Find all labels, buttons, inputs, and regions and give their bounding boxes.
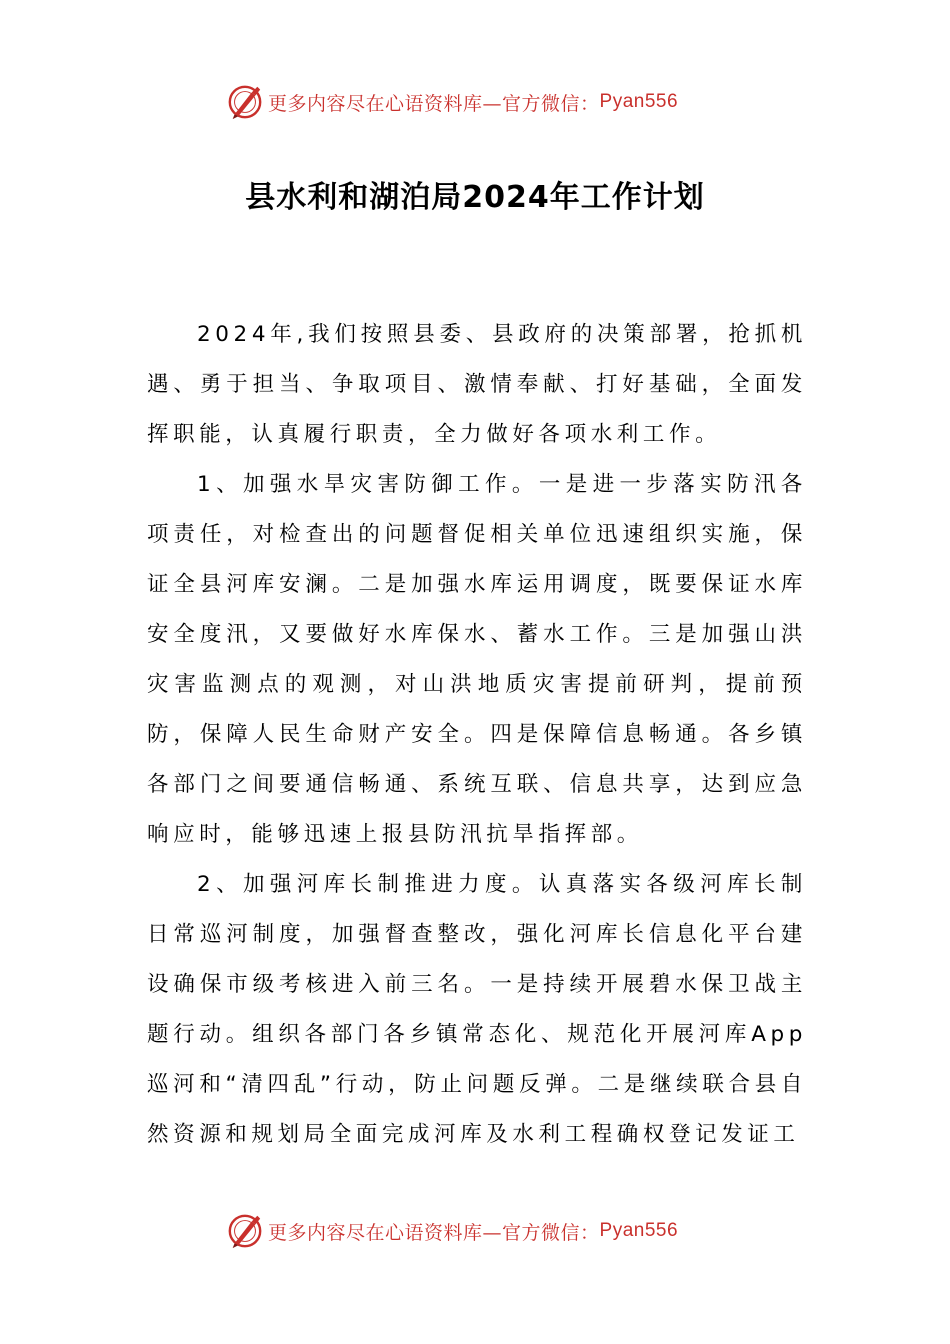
paragraph-intro: 2024年,我们按照县委、县政府的决策部署，抢抓机遇、勇于担当、争取项目、激情奉献、打好基础，全面发挥职能，认真履行职责，全力做好各项水利工作。: [147, 322, 807, 447]
pen-logo-icon: [226, 83, 264, 121]
document-title: 县水利和湖泊局2024年工作计划: [245, 180, 705, 215]
footer-banner: [226, 1211, 746, 1251]
banner-text: 更多内容尽在心语资料库—官方微信：: [268, 92, 600, 115]
banner-text: 更多内容尽在心语资料库—官方微信：: [268, 1221, 600, 1244]
wechat-id: Pyan556: [599, 91, 679, 112]
paragraph-flood-prevention: 1、加强水旱灾害防御工作。一是进一步落实防汛各项责任，对检查出的问题督促相关单位迅速组织实施，保证全县河库安澜。二是加强水库运用调度，既要保证水库安全度汛，又要做好水库保水、蓄水工作。三是加强山洪灾害监测点的观测，对山洪地质灾害提前研判，提前预防，保障人民生命财产安全。四是保障信息畅通。各乡镇各部门之间要通信畅通、系统互联、信息共享，达到应急响应时，能够迅速上报县防汛抗旱指挥部。: [147, 472, 807, 847]
header-banner: [226, 82, 746, 122]
paragraph-river-chief: 2、加强河库长制推进力度。认真落实各级河库长制日常巡河制度，加强督查整改，强化河库长信息化平台建设确保市级考核进入前三名。一是持续开展碧水保卫战主题行动。组织各部门各乡镇常态化、规范化开展河库App巡河和“清四乱”行动，防止问题反弹。二是继续联合县自然资源和规划局全面完成河库及水利工程确权登记发证工: [147, 872, 807, 1147]
wechat-id: Pyan556: [599, 1220, 679, 1241]
document-body: [147, 310, 807, 1160]
pen-logo-icon: [226, 1212, 264, 1250]
